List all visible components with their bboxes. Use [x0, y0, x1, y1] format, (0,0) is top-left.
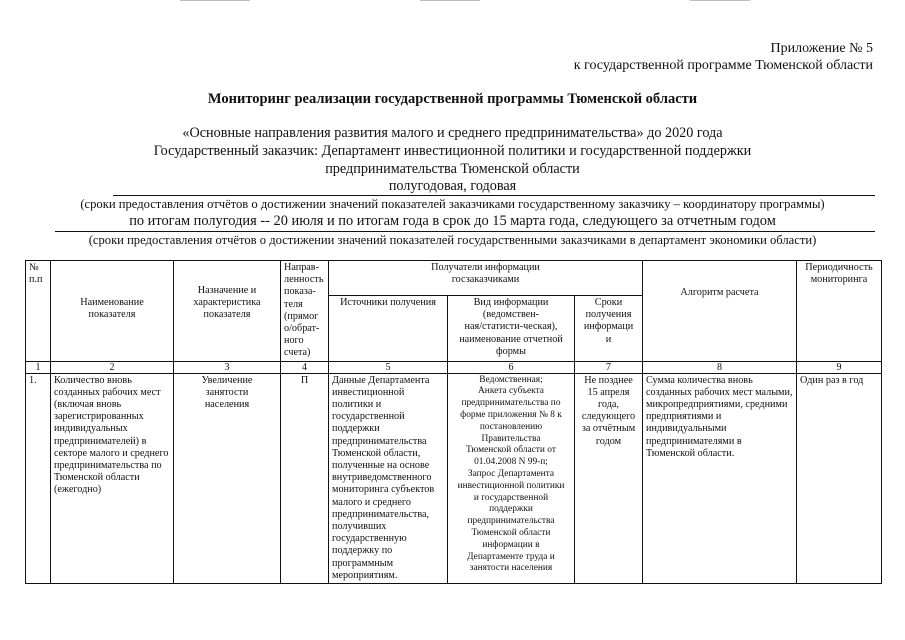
column-number: 2	[51, 361, 174, 373]
header-sources: Источники получения	[329, 296, 448, 362]
header-periodicity: Периодичность мониторинга	[797, 261, 882, 362]
customer-line-2: предпринимательства Тюменской области	[325, 161, 580, 177]
column-number: 7	[575, 361, 643, 373]
column-number: 8	[643, 361, 797, 373]
scan-artifact	[180, 0, 250, 1]
header-purpose: Назначение и характеристика показателя	[174, 261, 281, 362]
header-algorithm: Алгоритм расчета	[643, 261, 797, 362]
row-sources: Данные Департамента инвестиционной политики и государственной поддержки предпринимательства Тюменской области, полученные на основе внутриведомственного мониторинга субъектов малого и среднего предпринимательства, получивших государственную поддержку по программным мероприятиям.	[329, 373, 448, 583]
deadline-note-1: (сроки предоставления отчётов о достижении значений показателей заказчиками государственному заказчику – координатору программы)	[80, 197, 825, 211]
row-algorithm: Сумма количества вновь созданных рабочих мест малыми, микропредприятиями, средними предприятиями и индивидуальными предпринимателями в Тюменской области.	[643, 373, 797, 583]
column-number: 9	[797, 361, 882, 373]
column-number: 3	[174, 361, 281, 373]
deadline-main: по итогам полугодия -- 20 июля и по итогам года в срок до 15 марта года, следующего за отчетным годом	[129, 213, 776, 229]
row-direction: П	[281, 373, 329, 583]
document-title: Мониторинг реализации государственной программы Тюменской области	[207, 91, 698, 107]
periodicity-label: полугодовая, годовая	[388, 178, 517, 194]
header-deadlines: Сроки получения информаци и	[575, 296, 643, 362]
divider-line	[55, 231, 875, 232]
monitoring-table	[25, 260, 882, 584]
appendix-program: к государственной программе Тюменской области	[573, 58, 873, 73]
header-info-type: Вид информации (ведомствен- ная/статисти-ческая), наименование отчетной формы	[448, 296, 575, 362]
program-name: «Основные направления развития малого и среднего предпринимательства» до 2020 года	[182, 125, 723, 141]
divider-line	[113, 195, 875, 196]
appendix-reference	[574, 40, 873, 74]
header-num: № п.п	[26, 261, 51, 362]
scan-artifact	[690, 0, 750, 1]
scan-artifact	[420, 0, 480, 1]
appendix-number: Приложение № 5	[770, 41, 873, 56]
row-deadlines: Не позднее 15 апреля года, следующего за отчётным годом	[575, 373, 643, 583]
column-number: 1	[26, 361, 51, 373]
row-periodicity: Один раз в год	[797, 373, 882, 583]
column-number: 4	[281, 361, 329, 373]
row-info-type: Ведомственная; Анкета субъекта предпринимательства по форме приложения № 8 к постановлению Правительства Тюменской области от 01.04.2008 N 99-п; Запрос Департамента инвестиционной политики и государственной поддержки предпринимательства Тюменской области информации в Департаменте труда и занятости населения	[448, 373, 575, 583]
row-purpose: Увеличение занятости населения	[174, 373, 281, 583]
header-direction: Направ- ленность показа- теля (прямог о/обрат- ного счета)	[281, 261, 329, 362]
deadline-note-2: (сроки предоставления отчётов о достижении значений показателей государственными заказчиками в департамент экономики области)	[88, 233, 817, 247]
table-header-row	[26, 261, 882, 296]
column-number: 5	[329, 361, 448, 373]
header-name: Наименование показателя	[51, 261, 174, 362]
customer-line-1: Государственный заказчик: Департамент инвестиционной политики и государственной поддержки	[153, 143, 752, 159]
header-recipients: Получатели информации госзаказчиками	[329, 261, 643, 296]
table-row	[26, 373, 882, 583]
column-number-row	[26, 361, 882, 373]
column-number: 6	[448, 361, 575, 373]
row-num: 1.	[26, 373, 51, 583]
row-indicator-name: Количество вновь созданных рабочих мест (включая вновь зарегистрированных индивидуальных предпринимателей) в секторе малого и среднего предпринимательства по Тюменской области (ежегодно)	[51, 373, 174, 583]
